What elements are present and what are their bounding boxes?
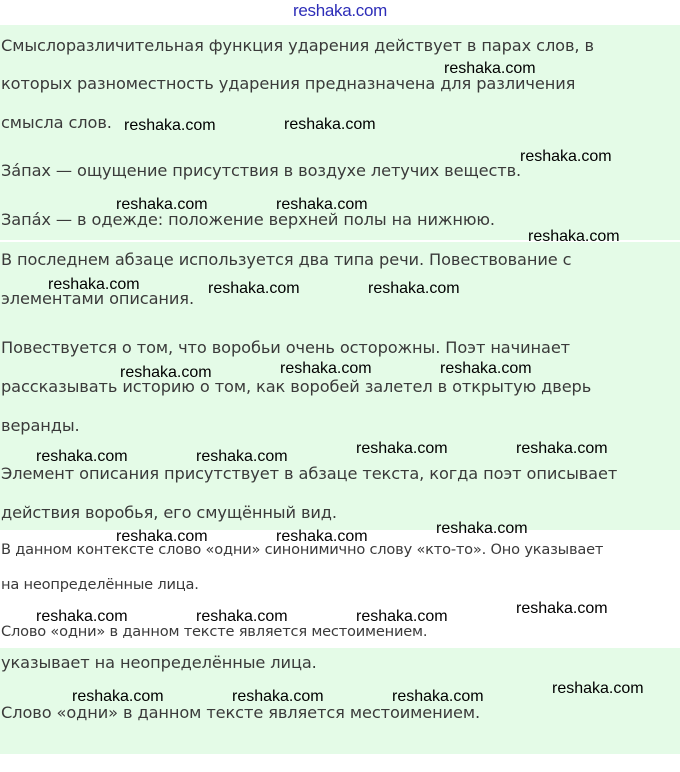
watermark: reshaka.com — [124, 117, 216, 134]
text-line: В последнем абзаце используется два типа речи. Повествование с — [1, 250, 572, 269]
watermark: reshaka.com — [196, 448, 288, 465]
text-line: которых разноместность ударения предназначена для различения — [1, 74, 576, 93]
watermark: reshaka.com — [392, 688, 484, 705]
watermark: reshaka.com — [436, 520, 528, 537]
text-line: веранды. — [1, 416, 80, 435]
watermark: reshaka.com — [284, 116, 376, 133]
text-line: В данном контексте слово «одни» синонимично слову «кто-то». Оно указывает — [1, 541, 604, 558]
watermark: reshaka.com — [280, 360, 372, 377]
text-line: Смыслоразличительная функция ударения действует в парах слов, в — [1, 36, 594, 55]
watermark: reshaka.com — [356, 608, 448, 625]
watermark: reshaka.com — [208, 280, 300, 297]
text-line: Повествуется о том, что воробьи очень осторожны. Поэт начинает — [1, 338, 571, 357]
text-line: действия воробья, его смущённый вид. — [1, 503, 337, 522]
watermark: reshaka.com — [116, 528, 208, 545]
watermark: reshaka.com — [116, 196, 208, 213]
text-line: Слово «одни» в данном тексте является местоимением. — [1, 623, 428, 640]
watermark: reshaka.com — [196, 608, 288, 625]
text-line: Запа́х — в одежде: положение верхней полы на нижнюю. — [1, 210, 495, 229]
watermark: reshaka.com — [516, 440, 608, 457]
text-line: смысла слов. — [1, 113, 112, 132]
watermark: reshaka.com — [552, 680, 644, 697]
watermark: reshaka.com — [276, 196, 368, 213]
text-line: Элемент описания присутствует в абзаце текста, когда поэт описывает — [1, 464, 618, 483]
text-line: За́пах — ощущение присутствия в воздухе летучих веществ. — [1, 161, 522, 180]
watermark: reshaka.com — [48, 276, 140, 293]
watermark: reshaka.com — [72, 688, 164, 705]
text-line: на неопределённые лица. — [1, 576, 199, 593]
watermark: reshaka.com — [276, 528, 368, 545]
watermark: reshaka.com — [232, 688, 324, 705]
watermark: reshaka.com — [36, 608, 128, 625]
site-link[interactable]: reshaka.com — [292, 1, 388, 20]
text-line: рассказывать историю о том, как воробей залетел в открытую дверь — [1, 377, 592, 396]
watermark: reshaka.com — [444, 60, 536, 77]
text-line: Слово «одни» в данном тексте является местоимением. — [1, 703, 481, 722]
watermark: reshaka.com — [528, 228, 620, 245]
watermark: reshaka.com — [520, 148, 612, 165]
text-line: элементами описания. — [1, 289, 194, 308]
text-line: указывает на неопределённые лица. — [1, 653, 317, 672]
answer-block-3 — [0, 530, 680, 646]
watermark: reshaka.com — [440, 360, 532, 377]
watermark: reshaka.com — [36, 448, 128, 465]
site-header — [0, 0, 680, 24]
watermark: reshaka.com — [516, 600, 608, 617]
watermark: reshaka.com — [120, 364, 212, 381]
watermark: reshaka.com — [368, 280, 460, 297]
watermark: reshaka.com — [356, 440, 448, 457]
